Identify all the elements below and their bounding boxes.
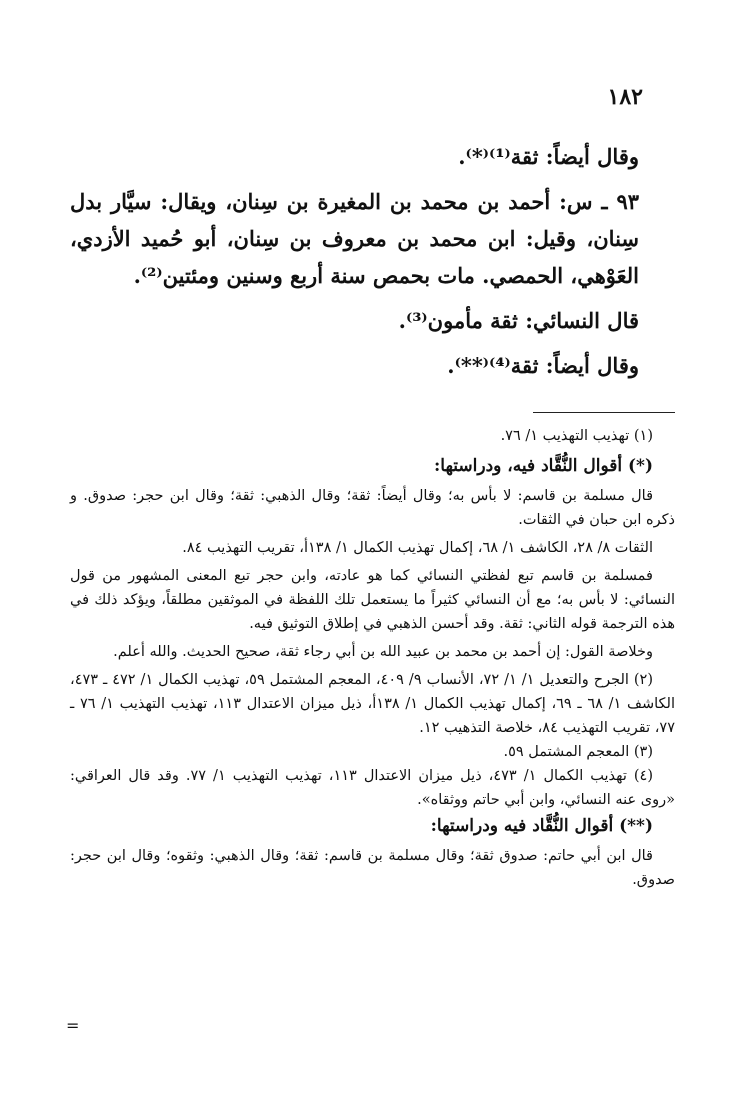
footnote-2: (٢) الجرح والتعديل ١/ ١/ ٧٢، الأنساب ٩/ ٤٠٩، المعجم المشتمل ٥٩، تهذيب الكمال ١/ ٤٧٢ ـ ٤٧٣، الكاشف ١/ ٦٨ ـ ٦٩، إكمال تهذيب الكمال ١/ ١٣٨أ، ذيل ميزان الاعتدال ١١٣، تهذيب التهذيب ١/ ٧٦ ـ ٧٧، تقريب التهذيب ٨٤، خلاصة التذهيب ١٢. (70, 672, 675, 736)
footnote-1: (١) تهذيب التهذيب ١/ ٧٦. (500, 428, 653, 444)
critics-paragraph-1: قال مسلمة بن قاسم: لا بأس به؛ وقال أيضاً: ثقة؛ وقال الذهبي: ثقة؛ وقال ابن حجر: صدوق. و ذكره ابن حبان في الثقات. (70, 488, 675, 528)
main-text (70, 138, 675, 384)
critics-heading-2: (**) أقوال النُّقَّاد فيه ودراستها: (430, 816, 653, 836)
nasai-also-saying: وقال أيضاً: ثقة⁽⁴⁾⁽**⁾. (447, 353, 639, 378)
footnote-4: (٤) تهذيب الكمال ١/ ٤٧٣، ذيل ميزان الاعتدال ١١٣، تهذيب التهذيب ١/ ٧٧. وقد قال العراقي: «روى عنه النسائي، وابن أبي حاتم ووثقاه». (70, 768, 675, 808)
nasai-saying: قال النسائي: ثقة مأمون⁽³⁾. (398, 308, 639, 333)
critics-sources-1: الثقات ٨/ ٢٨، الكاشف ١/ ٦٨، إكمال تهذيب الكمال ١/ ١٣٨أ، تقريب التهذيب ٨٤. (182, 540, 653, 556)
page-number: ١٨٢ (607, 84, 643, 110)
footnote-divider (533, 412, 675, 413)
continuation-mark: = (66, 1016, 80, 1035)
biography-entry-93: ٩٣ ـ س: أحمد بن محمد بن المغيرة بن سِنان، ويقال: سيَّار بدل سِنان، وقيل: ابن محمد بن معروف بن سِنان، أبو حُميد الأزدي، العَوْهي، الحمصي. مات بحمص سنة أربع وسنين ومئتين⁽²⁾. (70, 189, 639, 288)
critics-discussion: فمسلمة بن قاسم تبع لفظتي النسائي كما هو عادته، وابن حجر تبع المعنى المشهور من قول النسائي: لا بأس به؛ مع أن النسائي كثيراً ما يستعمل تلك اللفظة في الموثقين مطلقاً، ويؤكد ذلك في هذه الترجمة قوله الثاني: ثقة. وقد أحسن الذهبي في إطلاق التوثيق فيه. (70, 568, 675, 632)
main-line-also-trustworthy: وقال أيضاً: ثقة⁽¹⁾⁽*⁾. (458, 144, 639, 169)
footnote-3: (٣) المعجم المشتمل ٥٩. (503, 744, 653, 760)
footnotes (70, 424, 675, 892)
critics-conclusion: وخلاصة القول: إن أحمد بن محمد بن عبيد الله بن أبي رجاء ثقة، صحيح الحديث. والله أعلم. (113, 644, 653, 660)
critics-heading-1: (*) أقوال النُّقَّاد فيه، ودراستها: (434, 456, 653, 476)
critics-paragraph-2: قال ابن أبي حاتم: صدوق ثقة؛ وقال مسلمة بن قاسم: ثقة؛ وقال الذهبي: وثقوه؛ وقال ابن حجر: صدوق. (70, 848, 675, 888)
